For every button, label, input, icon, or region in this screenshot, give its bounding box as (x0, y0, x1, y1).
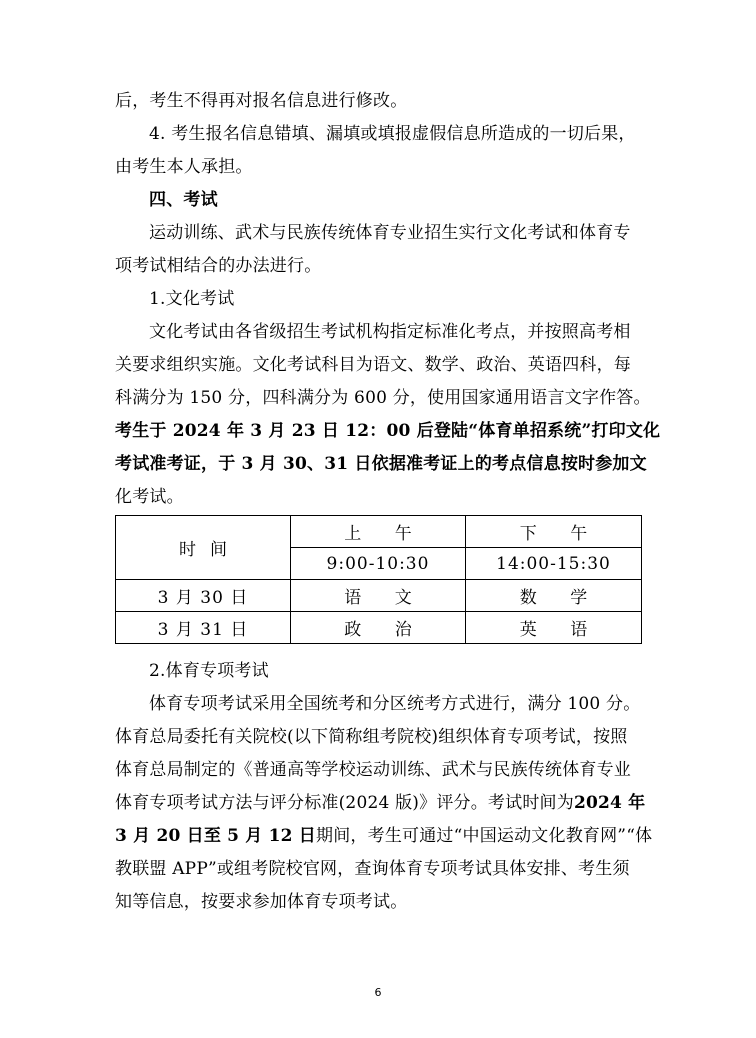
table-cell-morning-time: 9:00-10:30 (291, 548, 466, 580)
paragraph-line: 后，考生不得再对报名信息进行修改。 (115, 91, 408, 111)
paragraph-line: 关要求组织实施。文化考试科目为语文、数学、政治、英语四科，每 (115, 355, 631, 375)
paragraph-line: 科满分为 150 分，四科满分为 600 分，使用国家通用语言文字作答。 (115, 388, 651, 408)
paragraph-text: 体育专项考试方法与评分标准(2024 版)》评分。考试时间为 (115, 793, 574, 813)
table-cell-date: 3 月 30 日 (116, 580, 291, 612)
paragraph-line: 考生于 2024 年 3 月 23 日 12：00 后登陆“体育单招系统”打印文化 (115, 421, 661, 441)
table-cell-subject: 英 语 (466, 612, 642, 644)
table-header-time: 时间 (116, 516, 291, 580)
table-row (116, 516, 642, 548)
paragraph-line: 知等信息，按要求参加体育专项考试。 (115, 892, 408, 912)
paragraph-line: 体育总局委托有关院校(以下简称组考院校)组织体育专项考试，按照 (115, 727, 628, 747)
table-cell-date: 3 月 31 日 (116, 612, 291, 644)
section-heading: 四、考试 (149, 190, 218, 210)
table-cell-subject: 政 治 (291, 612, 466, 644)
paragraph-line: 文化考试由各省级招生考试机构指定标准化考点，并按照高考相 (149, 322, 631, 342)
table-cell-subject: 数 学 (466, 580, 642, 612)
paragraph-line: 4. 考生报名信息错填、漏填或填报虚假信息所造成的一切后果， (149, 124, 636, 144)
paragraph-text: 期间，考生可通过“中国运动文化教育网”“体 (316, 826, 653, 846)
subsection-heading: 1.文化考试 (149, 289, 235, 309)
paragraph-line: 项考试相结合的办法进行。 (115, 256, 322, 276)
subsection-heading: 2.体育专项考试 (149, 661, 269, 681)
paragraph-text-bold: 2024 年 (573, 793, 646, 813)
paragraph-line: 考试准考证，于 3 月 30、31 日依据准考证上的考点信息按时参加文 (115, 454, 647, 474)
table-header-afternoon: 下 午 (466, 516, 642, 548)
paragraph-text-bold: 3 月 20 日至 5 月 12 日 (115, 826, 317, 846)
page-number: 6 (374, 986, 382, 999)
paragraph-line: 化考试。 (115, 487, 184, 507)
table-cell-subject: 语 文 (291, 580, 466, 612)
paragraph-line: 体育专项考试采用全国统考和分区统考方式进行，满分 100 分。 (149, 694, 641, 714)
table-row (116, 580, 642, 612)
paragraph-line (115, 787, 645, 820)
paragraph-line: 体育总局制定的《普通高等学校运动训练、武术与民族传统体育专业 (115, 760, 631, 780)
exam-schedule-table (115, 515, 642, 644)
paragraph-line: 教联盟 APP”或组考院校官网，查询体育专项考试具体安排、考生须 (115, 859, 630, 879)
paragraph-line: 由考生本人承担。 (115, 157, 253, 177)
table-row (116, 612, 642, 644)
paragraph-line: 运动训练、武术与民族传统体育专业招生实行文化考试和体育专 (149, 223, 631, 243)
paragraph-line (115, 820, 653, 853)
table-header-morning: 上 午 (291, 516, 466, 548)
table-cell-afternoon-time: 14:00-15:30 (466, 548, 642, 580)
